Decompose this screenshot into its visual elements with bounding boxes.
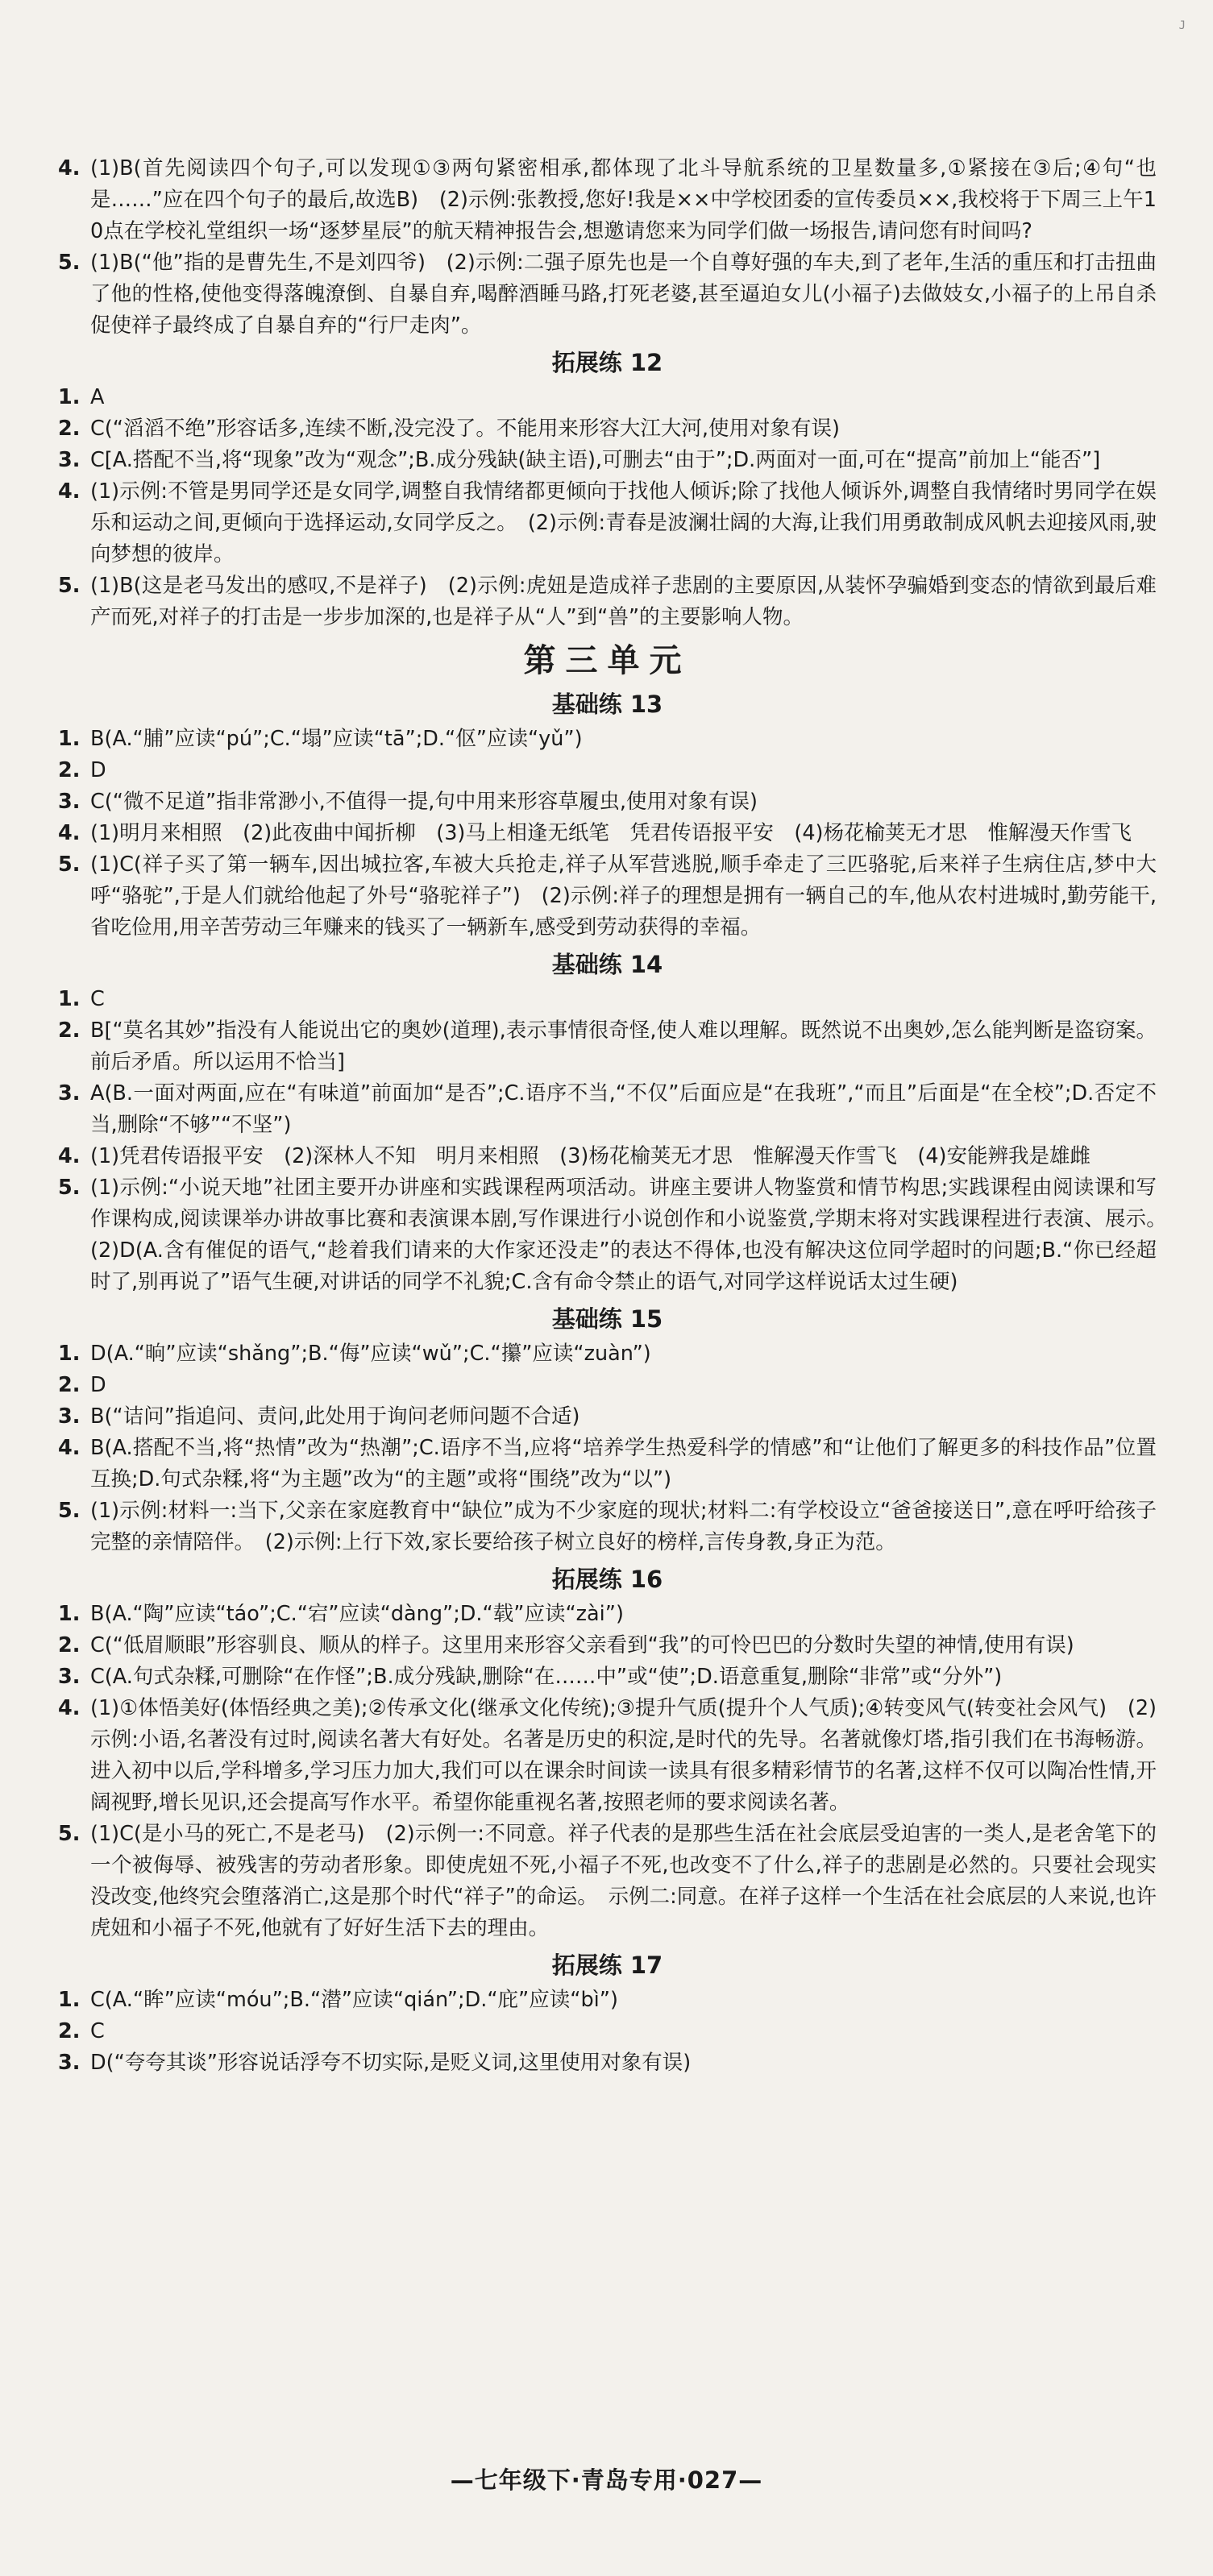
answer-item [58,1819,1157,1944]
answer-item [58,1693,1157,1819]
answer-number: 1. [58,727,81,751]
answer-text: C(A.“眸”应读“móu”;B.“潜”应读“qián”;D.“庇”应读“bì”) [90,1988,618,2012]
answer-item [58,1370,1157,1401]
answer-number: 5. [58,1822,81,1846]
answer-text: C[A.搭配不当,将“现象”改为“观念”;B.成分残缺(缺主语),可删去“由于”;D.两面对一面,可在“提高”前加上“能否”] [90,448,1101,472]
answer-number: 4. [58,1436,81,1460]
answer-number: 4. [58,821,81,845]
answer-item [58,2016,1157,2047]
answer-item [58,849,1157,944]
answer-number: 5. [58,1176,81,1200]
answer-item [58,1661,1157,1693]
answer-text: C(“滔滔不绝”形容话多,连续不断,没完没了。不能用来形容大江大河,使用对象有误) [90,417,840,441]
section-heading: 拓展练 12 [551,349,663,376]
answer-item [58,570,1157,633]
answer-number: 3. [58,448,81,472]
answer-text: (1)示例:“小说天地”社团主要开办讲座和实践课程两项活动。讲座主要讲人物鉴赏和情节构思;实践课程由阅读课和写作课构成,阅读课举办讲故事比赛和表演课本剧,写作课进行小说创作和小说鉴赏,学期末将对实践课程进行表演、展示。 (2)D(A.含有催促的语气,“趁着我们请来的大作家还没走”的表达不得体,也没有解决这位同学超时的问题;B.“你已经超时了,别再说了”语气生硬,对讲话的同学不礼貌;C.含有命令禁止的语气,对同学这样说话太过生硬) [90,1176,1178,1294]
answer-text: (1)B(首先阅读四个句子,可以发现①③两句紧密相承,都体现了北斗导航系统的卫星数量多,①紧接在③后;④句“也是……”应在四个句子的最后,故选B) (2)示例:张教授,您好!我是××中学校团委的宣传委员××,我校将于下周三上午10点在学校礼堂组织一场“逐梦星辰”的航天精神报告会,想邀请您来为同学们做一场报告,请问您有时间吗? [90,156,1157,243]
answer-text: A(B.一面对两面,应在“有味道”前面加“是否”;C.语序不当,“不仅”后面应是“在我班”,“而且”后面是“在全校”;D.否定不当,删除“不够”“不坚”) [90,1081,1157,1137]
section-heading: 基础练 15 [551,1305,663,1333]
answer-item [58,1401,1157,1433]
answer-text: D [90,1373,106,1397]
answer-number: 2. [58,1373,81,1397]
unit-heading: 第三单元 [523,642,692,679]
answer-number: 4. [58,1696,81,1720]
answer-item [58,1433,1157,1495]
answer-item [58,1338,1157,1370]
answer-number: 4. [58,479,81,504]
answer-item [58,1015,1157,1078]
answer-text: D(“夸夸其谈”形容说话浮夸不切实际,是贬义词,这里使用对象有误) [90,2051,692,2075]
answer-item [58,1495,1157,1558]
answer-number: 3. [58,2051,81,2075]
answer-item [58,786,1157,818]
answer-text: (1)示例:材料一:当下,父亲在家庭教育中“缺位”成为不少家庭的现状;材料二:有学校设立“爸爸接送日”,意在呼吁给孩子完整的亲情陪伴。 (2)示例:上行下效,家长要给孩子树立良好的榜样,言传身教,身正为范。 [90,1499,1157,1554]
answer-text: D(A.“晌”应读“shǎng”;B.“侮”应读“wǔ”;C.“攥”应读“zuàn”) [90,1342,651,1366]
answer-number: 5. [58,852,81,877]
answer-text: (1)凭君传语报平安 (2)深林人不知 明月来相照 (3)杨花榆荚无才思 惟解漫天作雪飞 (4)安能辨我是雄雌 [90,1144,1090,1168]
answer-item [58,984,1157,1015]
answer-text: (1)B(“他”指的是曹先生,不是刘四爷) (2)示例:二强子原先也是一个自尊好强的车夫,到了老年,生活的重压和打击扭曲了他的性格,使他变得落魄潦倒、自暴自弃,喝醉酒睡马路,打死老婆,甚至逼迫女儿(小福子)去做妓女,小福子的上吊自杀促使祥子最终成了自暴自弃的“行尸走肉”。 [90,251,1157,338]
answer-text: (1)示例:不管是男同学还是女同学,调整自我情绪都更倾向于找他人倾诉;除了找他人倾诉外,调整自我情绪时男同学在娱乐和运动之间,更倾向于选择运动,女同学反之。 (2)示例:青春是波澜壮阔的大海,让我们用勇敢制成风帆去迎接风雨,驶向梦想的彼岸。 [90,479,1157,566]
answer-number: 1. [58,385,81,409]
answer-text: C(“低眉顺眼”形容驯良、顺从的样子。这里用来形容父亲看到“我”的可怜巴巴的分数时失望的神情,使用有误) [90,1633,1074,1657]
answer-item [58,247,1157,342]
answer-item [58,413,1157,445]
answer-text: B(A.“陶”应读“táo”;C.“宕”应读“dàng”;D.“载”应读“zài”) [90,1602,624,1626]
answer-item [58,1599,1157,1630]
answer-text: (1)明月来相照 (2)此夜曲中闻折柳 (3)马上相逢无纸笔 凭君传语报平安 (4)杨花榆荚无才思 惟解漫天作雪飞 [90,821,1132,845]
answer-text: C [90,2019,105,2043]
answer-text: (1)C(祥子买了第一辆车,因出城拉客,车被大兵抢走,祥子从军营逃脱,顺手牵走了三匹骆驼,后来祥子生病住店,梦中大呼“骆驼”,于是人们就给他起了外号“骆驼祥子”) (2)示例:祥子的理想是拥有一辆自己的车,他从农村进城时,勤劳能干,省吃俭用,用辛苦劳动三年赚来的钱买了一辆新车,感受到劳动获得的幸福。 [90,852,1157,940]
answer-number: 5. [58,574,81,598]
answer-text: D [90,758,106,782]
answer-item [58,476,1157,570]
answer-text: C [90,987,105,1011]
answer-number: 1. [58,1988,81,2012]
answer-text: (1)①体悟美好(体悟经典之美);②传承文化(继承文化传统);③提升气质(提升个人气质);④转变风气(转变社会风气) (2)示例:小语,名著没有过时,阅读名著大有好处。名著是历史的积淀,是时代的先导。名著就像灯塔,指引我们在书海畅游。进入初中以后,学科增多,学习压力加大,我们可以在课余时间读一读具有很多精彩情节的名著,这样不仅可以陶冶性情,开阔视野,增长见识,还会提高写作水平。希望你能重视名著,按照老师的要求阅读名著。 [90,1696,1157,1815]
answer-item [58,382,1157,413]
answer-item [58,2047,1157,2079]
answer-item [58,755,1157,786]
answer-number: 1. [58,987,81,1011]
answer-number: 2. [58,1018,81,1043]
answer-number: 4. [58,1144,81,1168]
section-heading: 基础练 14 [551,951,663,978]
answer-number: 2. [58,758,81,782]
answer-text: B(A.“脯”应读“pú”;C.“塌”应读“tā”;D.“伛”应读“yǔ”) [90,727,583,751]
answer-item [58,1630,1157,1661]
section-heading: 拓展练 16 [551,1566,663,1593]
answer-number: 3. [58,1081,81,1105]
answer-number: 2. [58,417,81,441]
answer-number: 3. [58,1404,81,1429]
page-footer: —七年级下·青岛专用·027— [450,2466,763,2494]
answer-text: (1)C(是小马的死亡,不是老马) (2)示例一:不同意。祥子代表的是那些生活在社会底层受迫害的一类人,是老舍笔下的一个被侮辱、被残害的劳动者形象。即使虎妞不死,小福子不死,也改变不了什么,祥子的悲剧是必然的。只要社会现实没改变,他终究会堕落消亡,这是那个时代“祥子”的命运。 示例二:同意。在祥子这样一个生活在社会底层的人来说,也许虎妞和小福子不死,他就有了好好生活下去的理由。 [90,1822,1157,1940]
answer-item [58,153,1157,247]
corner-mark: J [1178,19,1186,32]
answer-text: A [90,385,105,409]
answer-item [58,1172,1178,1298]
section-heading: 拓展练 17 [551,1952,663,1979]
answer-text: C(A.句式杂糅,可删除“在作怪”;B.成分残缺,删除“在……中”或“使”;D.语意重复,删除“非常”或“分外”) [90,1665,1003,1689]
answer-text: B(“诘问”指追问、责问,此处用于询问老师问题不合适) [90,1404,580,1429]
answer-item [58,818,1157,849]
answer-text: B(A.搭配不当,将“热情”改为“热潮”;C.语序不当,应将“培养学生热爱科学的情感”和“让他们了解更多的科技作品”位置互换;D.句式杂糅,将“为主题”改为“的主题”或将“围绕”改为“以”) [90,1436,1157,1491]
answer-number: 3. [58,790,81,814]
answer-number: 1. [58,1342,81,1366]
answer-text: C(“微不足道”指非常渺小,不值得一提,句中用来形容草履虫,使用对象有误) [90,790,758,814]
answer-number: 1. [58,1602,81,1626]
answer-item [58,1141,1157,1172]
answer-number: 3. [58,1665,81,1689]
answer-item [58,445,1157,476]
answer-number: 2. [58,2019,81,2043]
answer-content [58,153,1178,2079]
answer-text: (1)B(这是老马发出的感叹,不是祥子) (2)示例:虎妞是造成祥子悲剧的主要原因,从装怀孕骗婚到变态的情欲到最后难产而死,对祥子的打击是一步步加深的,也是祥子从“人”到“兽”的主要影响人物。 [90,574,1157,629]
answer-item [58,1078,1157,1141]
answer-number: 5. [58,251,81,275]
answer-number: 2. [58,1633,81,1657]
section-heading: 基础练 13 [551,691,663,718]
answer-number: 5. [58,1499,81,1523]
answer-item [58,724,1157,755]
answer-text: B[“莫名其妙”指没有人能说出它的奥妙(道理),表示事情很奇怪,使人难以理解。既然说不出奥妙,怎么能判断是盗窃案。前后矛盾。所以运用不恰当] [90,1018,1157,1074]
answer-number: 4. [58,156,81,180]
answer-item [58,1985,1157,2016]
